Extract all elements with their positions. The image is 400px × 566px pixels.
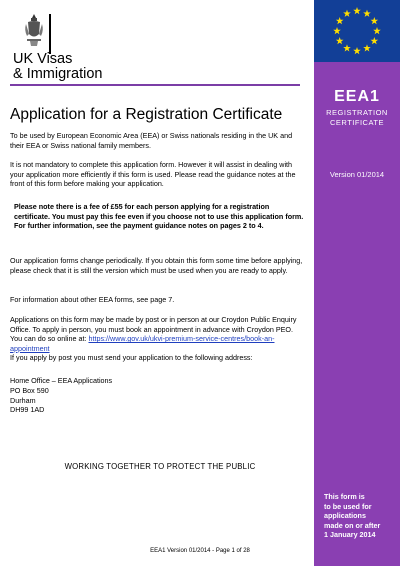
form-name-line-2: CERTIFICATE <box>330 118 384 127</box>
appointment-link[interactable]: https://www.gov.uk/ukvi-premium-service-centres/book-an-appointment <box>10 334 275 353</box>
form-name <box>314 108 400 128</box>
address-line-1: Home Office – EEA Applications <box>10 376 113 385</box>
motto: WORKING TOGETHER TO PROTECT THE PUBLIC <box>64 462 256 471</box>
fee-notice: Please note there is a fee of £55 for each person applying for a registration certificate. You must pay this fee even if you choose not to use this application form. For further information, see the payment guidance notes on pages 2 to 4. <box>14 202 304 231</box>
validity-line-5: 1 January 2014 <box>324 530 376 539</box>
other-forms-paragraph: For information about other EEA forms, see page 7. <box>10 295 175 304</box>
not-mandatory-paragraph: It is not mandatory to complete this application form. However it will assist in dealing with your application more efficiently if this form is used. Please read the guidance notes at the front of this form before making your application. <box>10 160 296 189</box>
post-text: If you apply by post you must send your application to the following address: <box>10 353 253 363</box>
logo-divider <box>49 14 51 54</box>
logo-line-2: & Immigration <box>13 66 103 82</box>
postal-address <box>10 376 306 415</box>
page-title: Application for a Registration Certificate <box>10 106 283 123</box>
form-code: EEA1 <box>334 88 380 105</box>
address-line-2: PO Box 590 <box>10 385 49 395</box>
address-line-4: DH99 1AD <box>10 405 45 415</box>
intro-paragraph: To be used by European Economic Area (EEA) or Swiss nationals residing in the UK and their EEA or Swiss national family members. <box>10 131 293 150</box>
eu-flag-icon <box>314 0 400 62</box>
logo-text <box>13 52 153 82</box>
form-name-line-1: REGISTRATION <box>326 108 388 117</box>
apply-text: Applications on this form may be made by post or in person at our Croydon Public Enquiry Office. To apply in person, you must book an appointment in advance with Croydon PEO. You can do so online at: <box>10 315 297 344</box>
validity-note <box>324 492 394 540</box>
validity-line-2: to be used for <box>324 501 372 511</box>
forms-change-paragraph: Our application forms change periodically. If you obtain this form some time before applying, please check that it is still the version which must be used when you are ready to apply. <box>10 256 303 275</box>
royal-crest-icon <box>23 12 45 48</box>
page-footer: EEA1 Version 01/2014 - Page 1 of 28 <box>150 548 250 554</box>
sidebar <box>314 0 400 566</box>
version-label: Version 01/2014 <box>329 170 385 179</box>
logo-line-1: UK Visas <box>13 51 73 67</box>
validity-line-1: This form is <box>324 492 365 501</box>
validity-line-4: made on or after <box>324 520 381 530</box>
address-line-3: Durham <box>10 395 36 405</box>
apply-paragraph <box>10 315 306 363</box>
validity-line-3: applications <box>324 511 366 520</box>
header-rule <box>10 84 300 86</box>
